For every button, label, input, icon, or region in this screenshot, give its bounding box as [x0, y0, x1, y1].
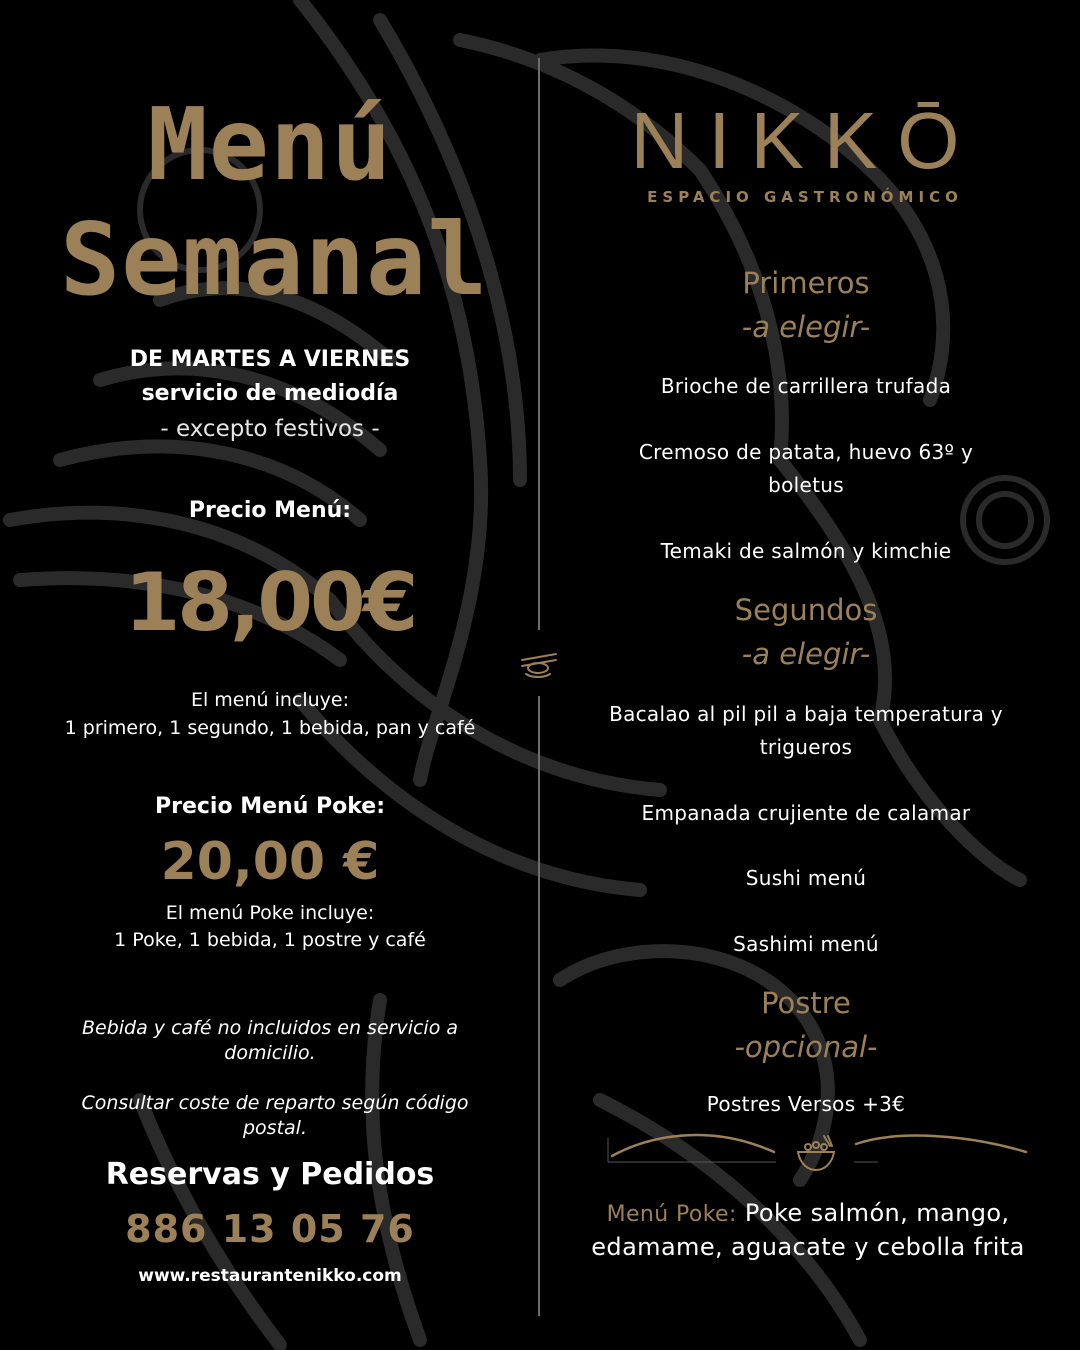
- segundos-item: Sashimi menú: [733, 932, 879, 956]
- delivery-note: Bebida y café no incluidos en servicio a domicilio.: [81, 1017, 459, 1064]
- poke-label: Menú Poke:: [606, 1202, 737, 1227]
- primeros-subtitle: -a elegir-: [741, 310, 871, 344]
- shipping-note: Consultar coste de reparto según código postal.: [81, 1092, 469, 1139]
- divider-bottom: [538, 696, 540, 1316]
- segundos-item: Empanada crujiente de calamar: [641, 801, 971, 825]
- menu-title-line1: Menú: [147, 86, 393, 203]
- except-text: - excepto festivos -: [160, 416, 380, 442]
- postre-subtitle: -opcional-: [734, 1030, 878, 1064]
- primeros-item: Temaki de salmón y kimchie: [660, 539, 952, 563]
- primeros-item: Brioche de carrillera trufada: [660, 374, 952, 398]
- website-link[interactable]: www.restaurantenikko.com: [138, 1266, 402, 1286]
- includes-text: 1 primero, 1 segundo, 1 bebida, pan y café: [64, 717, 476, 739]
- phone-number[interactable]: 886 13 05 76: [125, 1207, 415, 1251]
- segundos-item: Bacalao al pil pil a baja temperatura y trigueros: [609, 702, 1003, 759]
- segundos-item: Sushi menú: [745, 866, 867, 890]
- days-text: DE MARTES A VIERNES: [129, 347, 411, 372]
- poke-includes-text: 1 Poke, 1 bebida, 1 postre y café: [114, 929, 426, 951]
- menu-title-line2: Semanal: [60, 201, 489, 318]
- poke-price: 20,00 €: [160, 832, 380, 892]
- reservas-title: Reservas y Pedidos: [105, 1157, 435, 1192]
- segundos-subtitle: -a elegir-: [741, 637, 871, 671]
- service-text: servicio de mediodía: [141, 381, 399, 406]
- price-label: Precio Menú:: [188, 498, 352, 523]
- includes-label: El menú incluye:: [190, 689, 350, 711]
- primeros-title: Primeros: [742, 266, 870, 300]
- brand-logo: NIKKŌ: [630, 96, 980, 185]
- postre-title: Postre: [761, 986, 851, 1020]
- poke-includes-label: El menú Poke incluye:: [165, 902, 375, 924]
- postre-item: Postres Versos +3€: [706, 1092, 906, 1116]
- poke-description-block: [588, 1197, 1028, 1264]
- poke-price-label: Precio Menú Poke:: [154, 794, 386, 819]
- menu-price: 18,00€: [124, 556, 416, 649]
- segundos-title: Segundos: [734, 593, 878, 627]
- poke-description: Poke salmón, mango, edamame, aguacate y cebolla frita: [591, 1199, 1025, 1261]
- chopsticks-icon: [518, 646, 560, 682]
- poke-bowl-icon: [794, 1134, 838, 1174]
- divider-top: [538, 58, 540, 630]
- brand-tagline: ESPACIO GASTRONÓMICO: [647, 188, 963, 206]
- primeros-item: Cremoso de patata, huevo 63º y boletus: [638, 440, 974, 497]
